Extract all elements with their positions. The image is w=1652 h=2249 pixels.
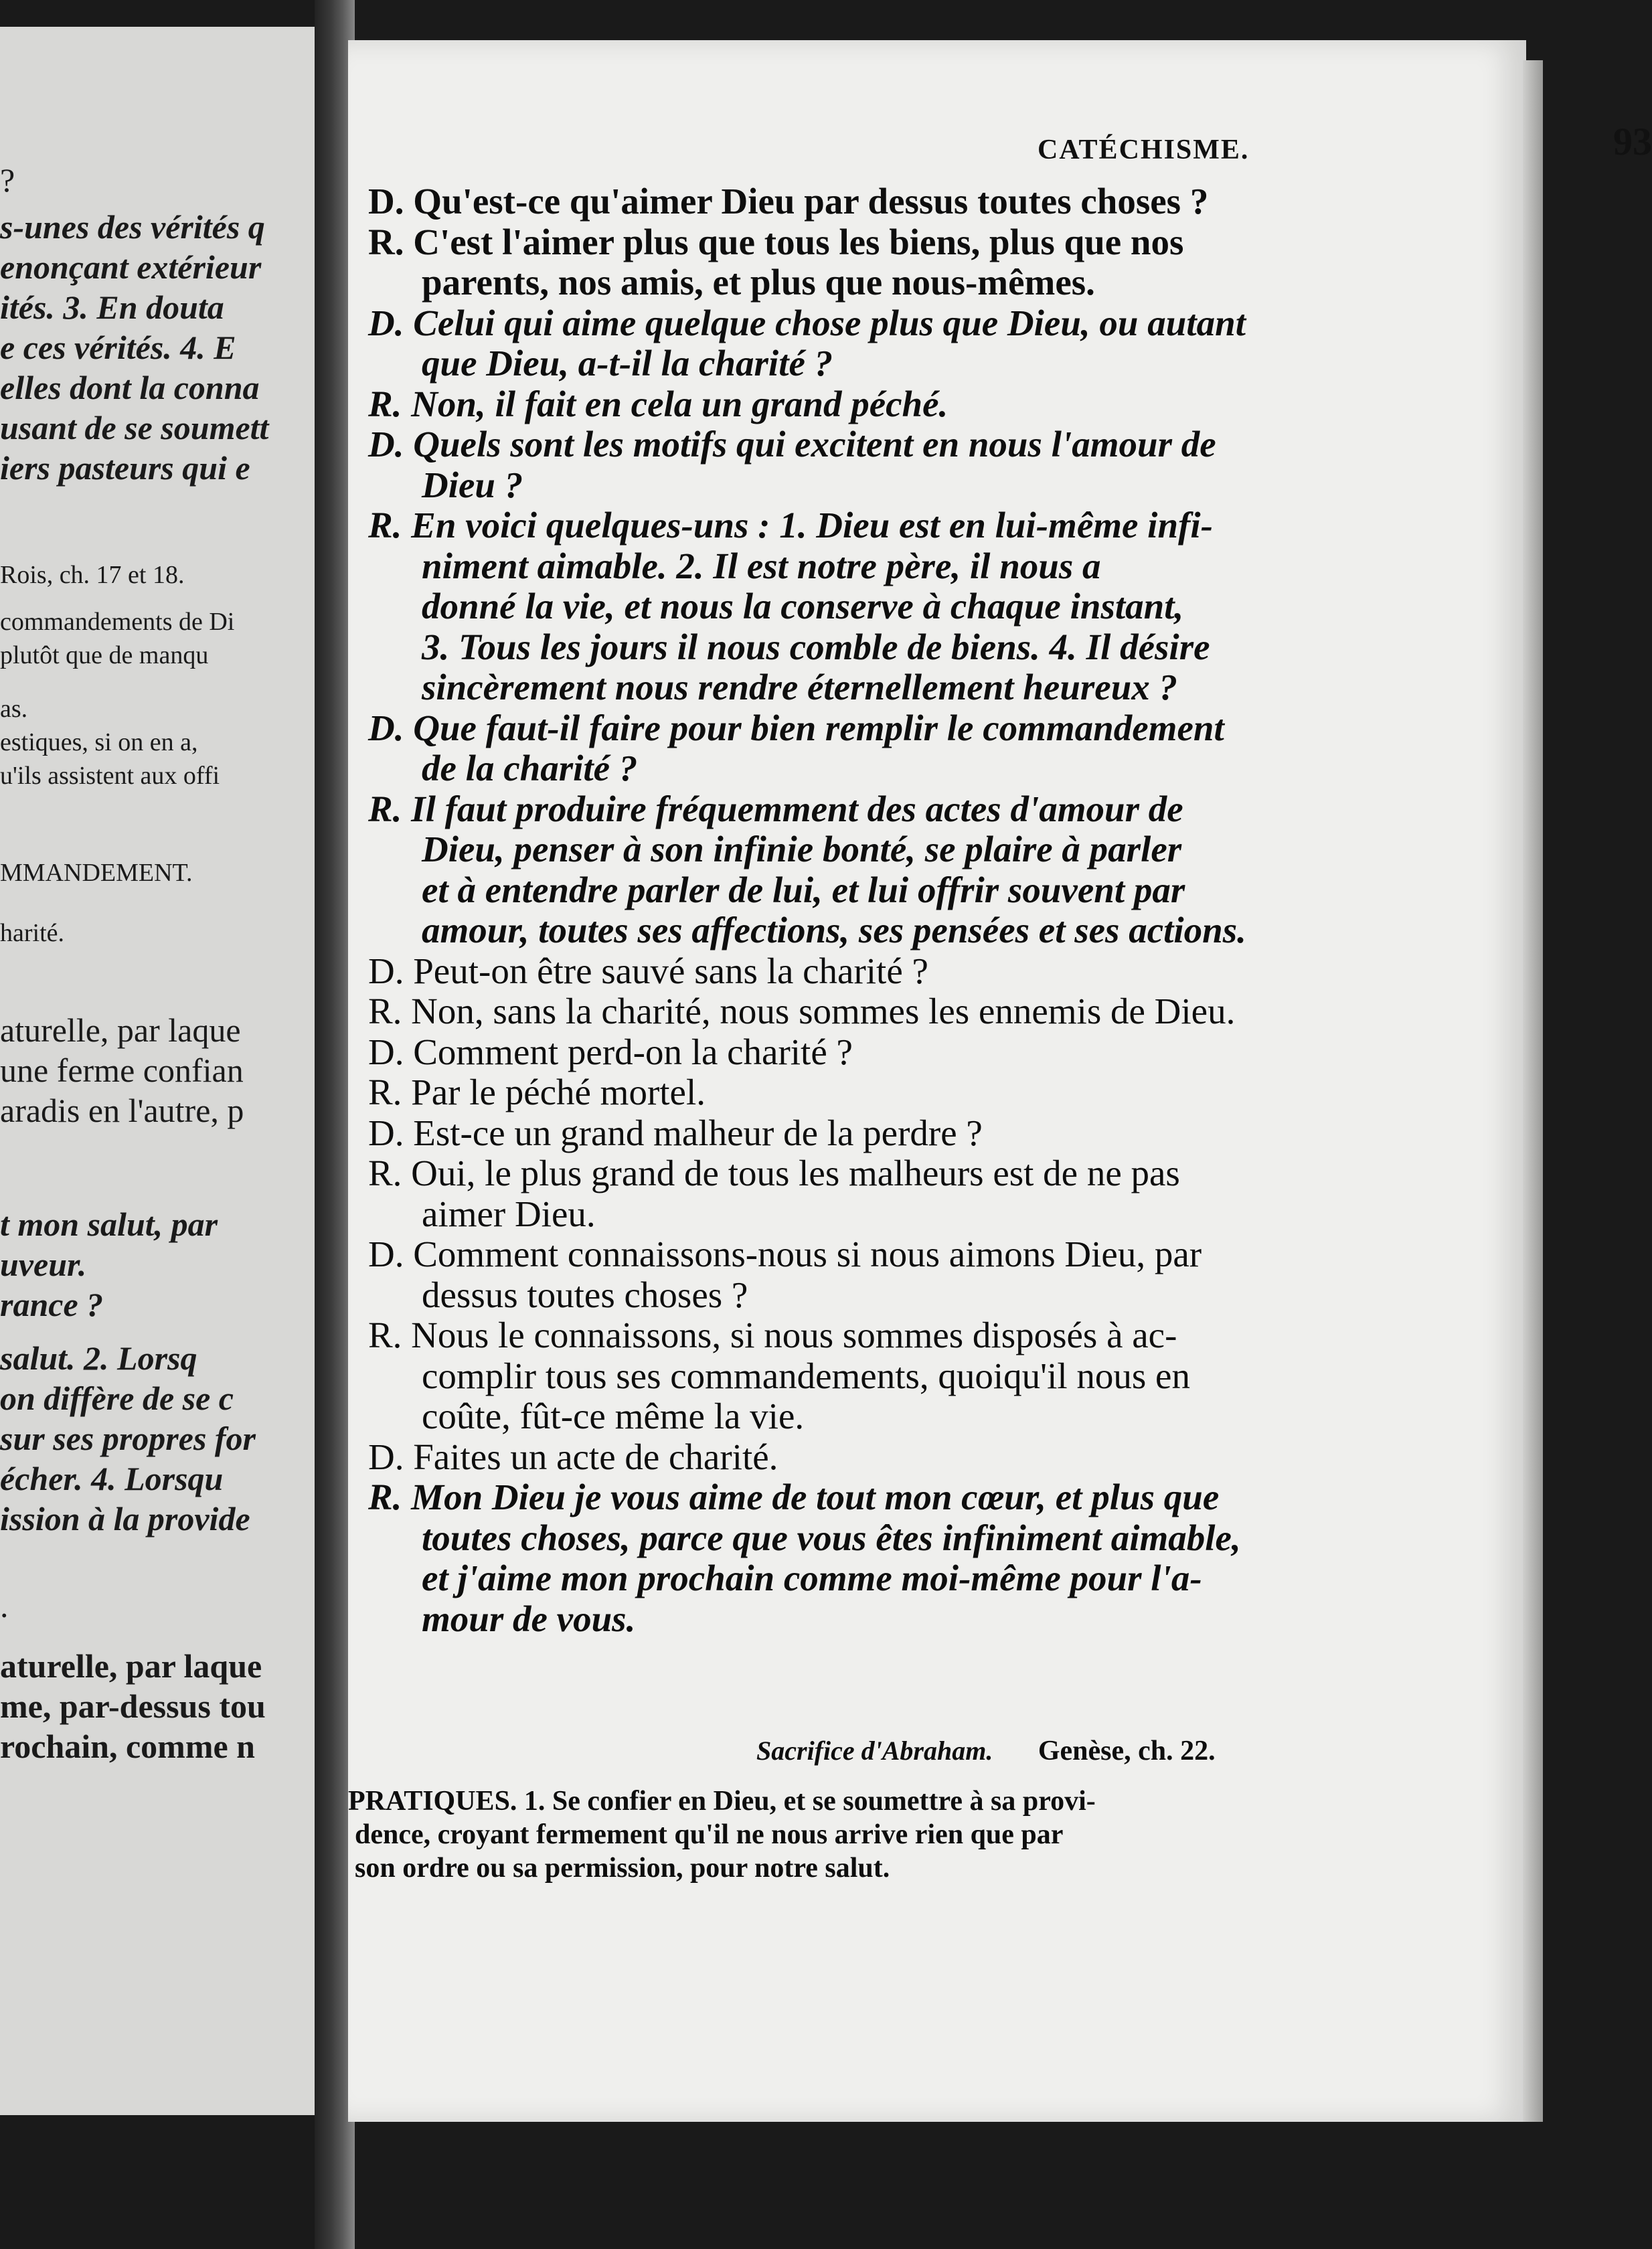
left-page-line: ission à la provide <box>0 1500 250 1537</box>
left-page-line: iers pasteurs qui e <box>0 449 250 487</box>
catechism-line: R. Non, sans la charité, nous sommes les ennemis de Dieu. <box>368 991 1236 1031</box>
catechism-line: R. Nous le connaissons, si nous sommes disposés à ac- <box>368 1315 1177 1355</box>
catechism-line: D. Qu'est-ce qu'aimer Dieu par dessus toutes choses ? <box>368 181 1209 222</box>
catechism-line: R. En voici quelques-uns : 1. Dieu est en lui-même infi- <box>368 505 1213 546</box>
left-page-line: uveur. <box>0 1246 87 1283</box>
catechism-line: R. Il faut produire fréquemment des actes d'amour de <box>368 788 1183 829</box>
left-page-line: as. <box>0 695 28 723</box>
catechism-line: amour, toutes ses affections, ses pensées et ses actions. <box>422 910 1246 950</box>
catechism-line: parents, nos amis, et plus que nous-mêmes. <box>422 262 1095 303</box>
catechism-line: et à entendre parler de lui, et lui offrir souvent par <box>422 869 1185 910</box>
left-page-line: ités. 3. En douta <box>0 288 224 326</box>
footer-practice-line: son ordre ou sa permission, pour notre salut. <box>355 1853 890 1884</box>
catechism-line: Dieu ? <box>422 464 523 505</box>
left-page-line: on diffère de se c <box>0 1380 234 1417</box>
footer-heading <box>756 1727 1216 1772</box>
left-page-line: MMANDEMENT. <box>0 859 193 887</box>
running-head: CATÉCHISME. <box>1038 135 1250 165</box>
footer-practice-line: PRATIQUES. 1. Se confier en Dieu, et se soumettre à sa provi- <box>348 1786 1096 1817</box>
catechism-line: R. Par le péché mortel. <box>368 1072 706 1112</box>
left-page-line: me, par-dessus tou <box>0 1687 266 1725</box>
catechism-line: D. Que faut-il faire pour bien remplir le commandement <box>368 707 1224 748</box>
left-page-line: usant de se soumett <box>0 409 269 446</box>
left-page-line: aradis en l'autre, p <box>0 1092 244 1129</box>
left-page-line: s-unes des vérités q <box>0 208 265 246</box>
left-page-line: e ces vérités. 4. E <box>0 329 236 366</box>
catechism-line: D. Comment perd-on la charité ? <box>368 1031 853 1072</box>
left-page-line: écher. 4. Lorsqu <box>0 1460 224 1497</box>
catechism-line: coûte, fût-ce même la vie. <box>422 1396 805 1436</box>
left-page-line: harité. <box>0 919 65 947</box>
catechism-line: que Dieu, a-t-il la charité ? <box>422 343 833 384</box>
left-page-line: estiques, si on en a, <box>0 728 198 756</box>
catechism-line: D. Faites un acte de charité. <box>368 1436 778 1477</box>
catechism-line: 3. Tous les jours il nous comble de biens. 4. Il désire <box>422 626 1210 667</box>
catechism-line: sincèrement nous rendre éternellement heureux ? <box>422 667 1178 707</box>
left-page-line: aturelle, par laque <box>0 1011 241 1049</box>
catechism-line: Dieu, penser à son infinie bonté, se plaire à parler <box>422 829 1182 869</box>
catechism-line: R. Non, il fait en cela un grand péché. <box>368 383 948 424</box>
catechism-line: mour de vous. <box>422 1598 636 1639</box>
page-number: 93 <box>1613 120 1652 163</box>
footer-practice-line: dence, croyant fermement qu'il ne nous arrive rien que par <box>355 1819 1064 1850</box>
left-page-line: salut. 2. Lorsq <box>0 1339 197 1377</box>
catechism-line: dessus toutes choses ? <box>422 1274 748 1315</box>
left-page-line: sur ses propres for <box>0 1420 256 1457</box>
left-page-line: elles dont la conna <box>0 369 260 406</box>
catechism-line: D. Comment connaissons-nous si nous aimons Dieu, par <box>368 1234 1202 1274</box>
catechism-line: D. Quels sont les motifs qui excitent en nous l'amour de <box>368 424 1216 465</box>
left-page-line: commandements de Di <box>0 608 235 636</box>
left-page-line: rochain, comme n <box>0 1728 255 1765</box>
catechism-line: D. Celui qui aime quelque chose plus que Dieu, ou autant <box>368 302 1246 343</box>
left-page-line: ? <box>0 161 15 199</box>
current-page <box>348 40 1652 2122</box>
catechism-line: donné la vie, et nous la conserve à chaque instant, <box>422 586 1184 627</box>
catechism-line: niment aimable. 2. Il est notre père, il nous a <box>422 545 1101 586</box>
page-edge <box>1523 60 1543 2122</box>
catechism-line: de la charité ? <box>422 748 638 788</box>
left-page-line: aturelle, par laque <box>0 1647 262 1685</box>
left-page-line: . <box>0 1587 9 1625</box>
previous-page <box>0 27 321 2115</box>
catechism-line: et j'aime mon prochain comme moi-même pour l'a- <box>422 1558 1202 1598</box>
catechism-line: R. Mon Dieu je vous aime de tout mon cœur, et plus que <box>368 1477 1220 1517</box>
left-page-line: enonçant extérieur <box>0 248 262 286</box>
catechism-line: R. Oui, le plus grand de tous les malheurs est de ne pas <box>368 1153 1180 1193</box>
catechism-line: aimer Dieu. <box>422 1193 596 1234</box>
left-page-line: une ferme confian <box>0 1052 244 1089</box>
left-page-line: rance ? <box>0 1286 104 1323</box>
footer-reference: Genèse, ch. 22. <box>1038 1736 1216 1766</box>
catechism-line: D. Peut-on être sauvé sans la charité ? <box>368 950 928 991</box>
left-page-line: plutôt que de manqu <box>0 641 209 669</box>
left-page-line: u'ils assistent aux offi <box>0 762 220 790</box>
left-page-line: t mon salut, par <box>0 1205 218 1243</box>
left-page-line: Rois, ch. 17 et 18. <box>0 561 185 589</box>
catechism-line: complir tous ses commandements, quoiqu'il nous en <box>422 1355 1190 1396</box>
footer-title: Sacrifice d'Abraham. <box>756 1736 993 1766</box>
catechism-line: toutes choses, parce que vous êtes infiniment aimable, <box>422 1517 1241 1558</box>
catechism-line: D. Est-ce un grand malheur de la perdre ? <box>368 1112 983 1153</box>
catechism-line: R. C'est l'aimer plus que tous les biens, plus que nos <box>368 221 1184 262</box>
